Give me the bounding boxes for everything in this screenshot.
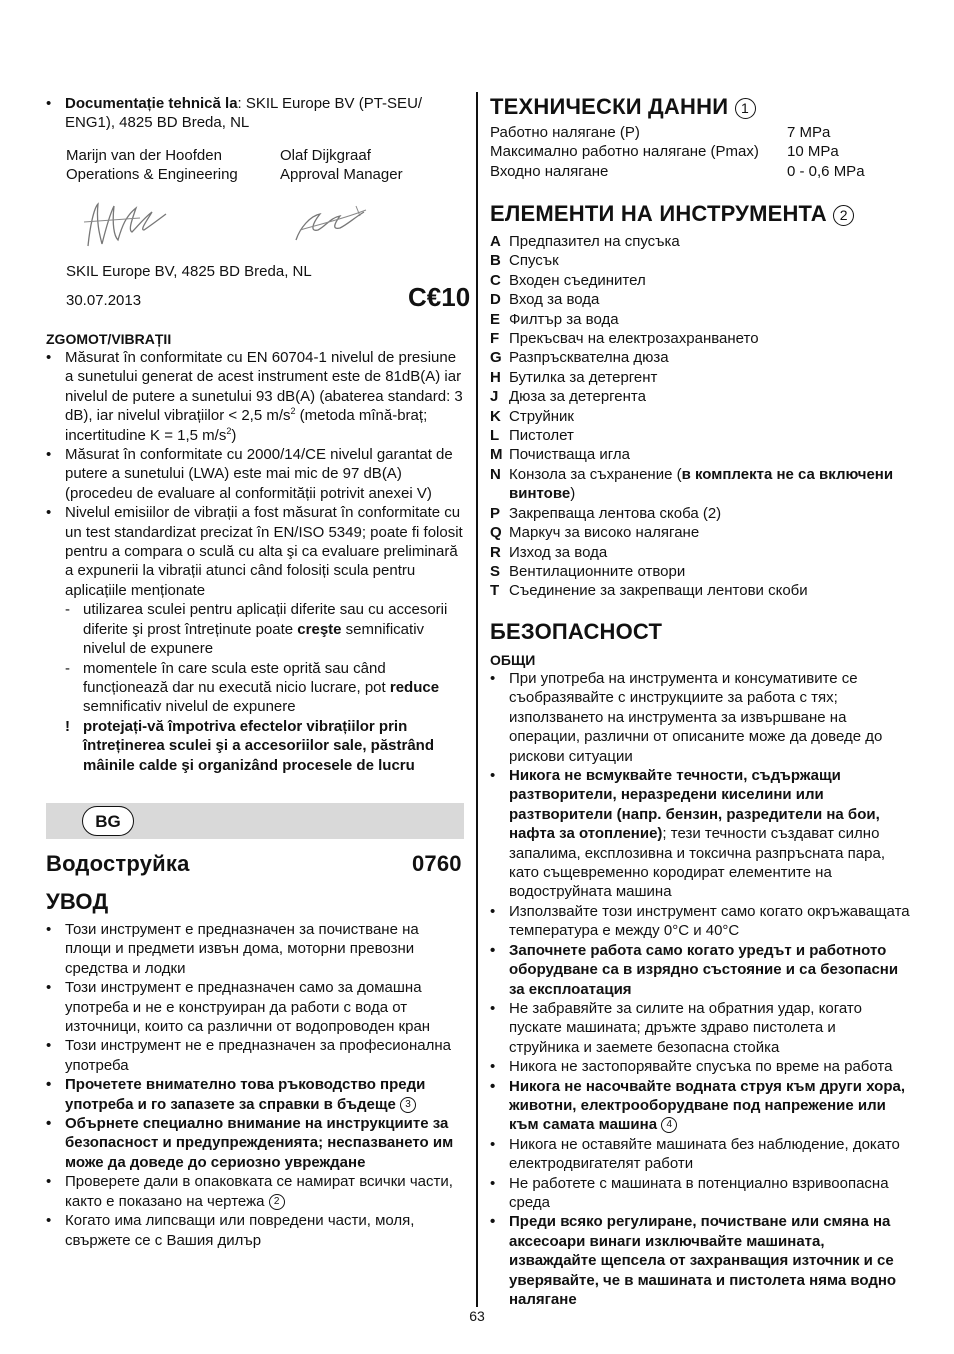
general-heading: ОБЩИ — [490, 652, 536, 668]
safety-heading: БЕЗОПАСНОСТ — [490, 619, 663, 644]
figure-ref-4: 4 — [661, 1117, 677, 1133]
warning-exclamation-icon: ! — [65, 717, 70, 735]
part-item: T Съединение за закрепващи лентови скоби — [490, 582, 808, 600]
language-badge: BG — [82, 806, 134, 836]
language-bar — [46, 803, 464, 839]
safety-item-9: • Не работете с машината в потенциално взривоопасна среда — [490, 1174, 910, 1213]
part-item: J Дюза за детергента — [490, 388, 646, 406]
part-item: L Пистолет — [490, 427, 574, 445]
product-number: 0760 — [412, 851, 462, 876]
safety-item-2: • Никога не всмуквайте течности, съдържащи разтворители, неразредени киселини или разтворители (напр. бензин, разредители на бои, нафта за отопление); тези течности създават силно запалима, експлозивна и токсична разпръсната пара, като същевременно кородират елементите на водоструйната машина — [490, 766, 910, 902]
noise-item-2: • Măsurat în conformitate cu 2000/14/CE nivelul garantat de putere a sunetului (LWA) este mai mic de 97 dB(A) (procedeu de evaluare al conformității potrivit anexei V) — [46, 445, 466, 503]
noise-item-1: • Măsurat în conformitate cu EN 60704-1 nivelul de presiune a sunetului generat de acest instrument este de 81dB(A) iar nivelul de putere a sunetului 93 dB(A) (abaterea standard: 3 dB), iar nivelul vibrațiilor < 2,5 $m/s^2$ (metoda mînă-braț; incertitudine K = 1,5 $m/s^2$) — [46, 348, 466, 445]
part-item: P Закрепваща лентова скоба (2) — [490, 504, 722, 522]
ce-mark: C€10 — [408, 282, 471, 312]
intro-item-2: • Този инструмент е предназначен само за домашна употреба и не е конструиран да работи с вода от източници, които са различни от водопроводен кран — [46, 978, 466, 1036]
noise-item-3: • Nivelul emisiilor de vibrații a fost măsurat în conformitate cu un test standardizat precizat în EN/ISO 5349; poate fi folosit pentru a compara o sculă cu alta şi ca evaluare preliminară a expunerii la vibrații atunci când folosiți scula pentru aplicațiile menționate - utilizarea sculei pentru aplicații diferite sau cu accesorii diferite şi prost întreținute poate creşte semnificativ nivelul de expunere - momentele în care scula este oprită sau când funcționează dar nu execută nicio lucrare, pot reduce semnificativ nivelul de expunere — [46, 503, 466, 716]
spec-row: Работно налягане (P) 7 MPa — [490, 124, 831, 141]
signature-2-image — [290, 200, 370, 246]
safety-item-5: • Не забравяйте за силите на обратния удар, когато пускате машината; дръжте здраво пистолета и струйника и заемете безопасна стойка — [490, 999, 910, 1057]
part-item: S Вентилационните отвори — [490, 562, 686, 580]
safety-item-4: • Започнете работа само когато уредът и работното оборудване са в изрядно състояние и са безопасни за експлоатация — [490, 941, 910, 999]
noise-heading: ZGOMOT/VIBRAȚII — [46, 331, 172, 347]
exposure-factor-1: - utilizarea sculei pentru aplicații diferite sau cu accesorii diferite şi prost întreținute poate creşte semnificativ nivelul de expunere — [46, 600, 466, 658]
techdoc-list — [46, 94, 456, 133]
figure-ref-1: 1 — [735, 98, 756, 119]
intro-item-1: • Този инструмент е предназначен за почистване на площи и предмети извън дома, моторни превозни средства и лодки — [46, 920, 466, 978]
tech-specs — [490, 123, 910, 181]
spec-row: Максимално работно налягане (Pmax) 10 MPa — [490, 143, 839, 161]
intro-item-5: • Обърнете специално внимание на инструкциите за безопасност и предупрежденията; неспазването им може да доведе до сериозно увреждане — [46, 1114, 466, 1172]
tech-data-heading: ТЕХНИЧЕСКИ ДАННИ 1 — [490, 94, 756, 120]
intro-list — [46, 920, 466, 1250]
signature-1-image — [80, 196, 170, 254]
signatory-1-name: Marijn van der Hoofden — [66, 147, 222, 164]
exposure-factors-list — [46, 600, 466, 716]
figure-ref-2: 2 — [833, 205, 854, 226]
part-item: C Входен съединител — [490, 271, 646, 289]
spec-row: Входно налягане 0 - 0,6 MPa — [490, 162, 865, 180]
part-item: N Конзола за съхранение (в комплекта не са включени винтове) — [490, 465, 894, 503]
parts-list — [490, 232, 910, 601]
intro-item-7: • Когато има липсващи или повредени части, моля, свържете се с Вашия дилър — [46, 1211, 466, 1250]
part-item: H Бутилка за детергент — [490, 368, 658, 386]
part-item: R Изход за вода — [490, 543, 608, 561]
noise-section — [46, 348, 466, 775]
safety-item-8: • Никога не оставяйте машината без наблюдение, докато електродвигателят работи — [490, 1135, 910, 1174]
intro-item-4: • Прочетете внимателно това ръководство преди употреба и го запазете за справки в бъдеще 3 — [46, 1075, 466, 1114]
signatory-2-name: Olaf Dijkgraaf — [280, 147, 371, 164]
part-item: A Предпазител на спусъка — [490, 233, 680, 250]
figure-ref-2: 2 — [269, 1194, 285, 1210]
part-item: Q Маркуч за високо налягане — [490, 524, 700, 542]
part-item: M Почистваща игла — [490, 446, 630, 464]
safety-item-6: • Никога не застопорявайте спусъка по време на работа — [490, 1057, 910, 1076]
part-item: F Прекъсвач на електрозахранването — [490, 330, 759, 348]
part-item: D Вход за вода — [490, 291, 600, 309]
techdoc-item — [46, 94, 456, 133]
signatory-1 — [66, 146, 266, 185]
signatory-2 — [280, 146, 480, 185]
elements-heading: ЕЛЕМЕНТИ НА ИНСТРУМЕНТА 2 — [490, 201, 854, 227]
column-divider — [476, 92, 478, 1307]
exposure-factor-2: - momentele în care scula este oprită sau când funcționează dar nu execută nicio lucrare, pot reduce semnificativ nivelul de expunere — [46, 659, 466, 717]
intro-item-3: • Този инструмент не е предназначен за професионална употреба — [46, 1036, 466, 1075]
techdoc-label: Documentație tehnică la — [65, 95, 238, 112]
product-name: Водоструйка — [46, 851, 190, 876]
intro-item-6: • Проверете дали в опаковката се намират всички части, както е показано на чертежа 2 — [46, 1172, 466, 1211]
part-item: G Разпръсквателна дюза — [490, 349, 669, 367]
page-number: 63 — [469, 1308, 485, 1324]
signatory-1-title: Operations & Engineering — [66, 166, 238, 184]
safety-item-1: • При употреба на инструмента и консумативите се съобразявайте с инструкциите за работа с тях; използването на инструмента за извършване на операции, различни от описаните може да доведе до рискови ситуации — [490, 669, 910, 766]
safety-list — [490, 669, 910, 1309]
declaration-date: 30.07.2013 — [66, 292, 142, 309]
signatory-2-title: Approval Manager — [280, 166, 403, 184]
techdoc-text: : SKIL Europe BV (PT-SEU/ ENG1), 4825 BD Breda, NL — [65, 95, 423, 132]
safety-item-3: • Използвайте този инструмент само когато окръжаващата температура е между 0°C и 40°C — [490, 902, 910, 941]
part-item: B Спусък — [490, 252, 559, 270]
company-address: SKIL Europe BV, 4825 BD Breda, NL — [66, 263, 312, 280]
part-item: E Филтър за вода — [490, 310, 619, 328]
safety-item-7: • Никога не насочвайте водната струя към други хора, животни, електрооборудване под напрежение или към самата машина 4 — [490, 1077, 910, 1135]
noise-list — [46, 348, 466, 717]
vibration-warning: ! protejați-vă împotriva efectelor vibrațiilor prin întreținerea sculei şi a accesoriilor sale, păstrând mâinile calde şi organizând procesele de lucru — [65, 717, 434, 774]
intro-heading: УВОД — [46, 889, 109, 914]
figure-ref-3: 3 — [400, 1097, 416, 1113]
safety-item-10: • Преди всяко регулиране, почистване или смяна на аксесоари винаги изключвайте машината, изваждайте щепсела от захранващия източник и се уверявайте, че в машината и пистолета няма водно налягане — [490, 1212, 910, 1309]
part-item: K Струйник — [490, 407, 574, 425]
